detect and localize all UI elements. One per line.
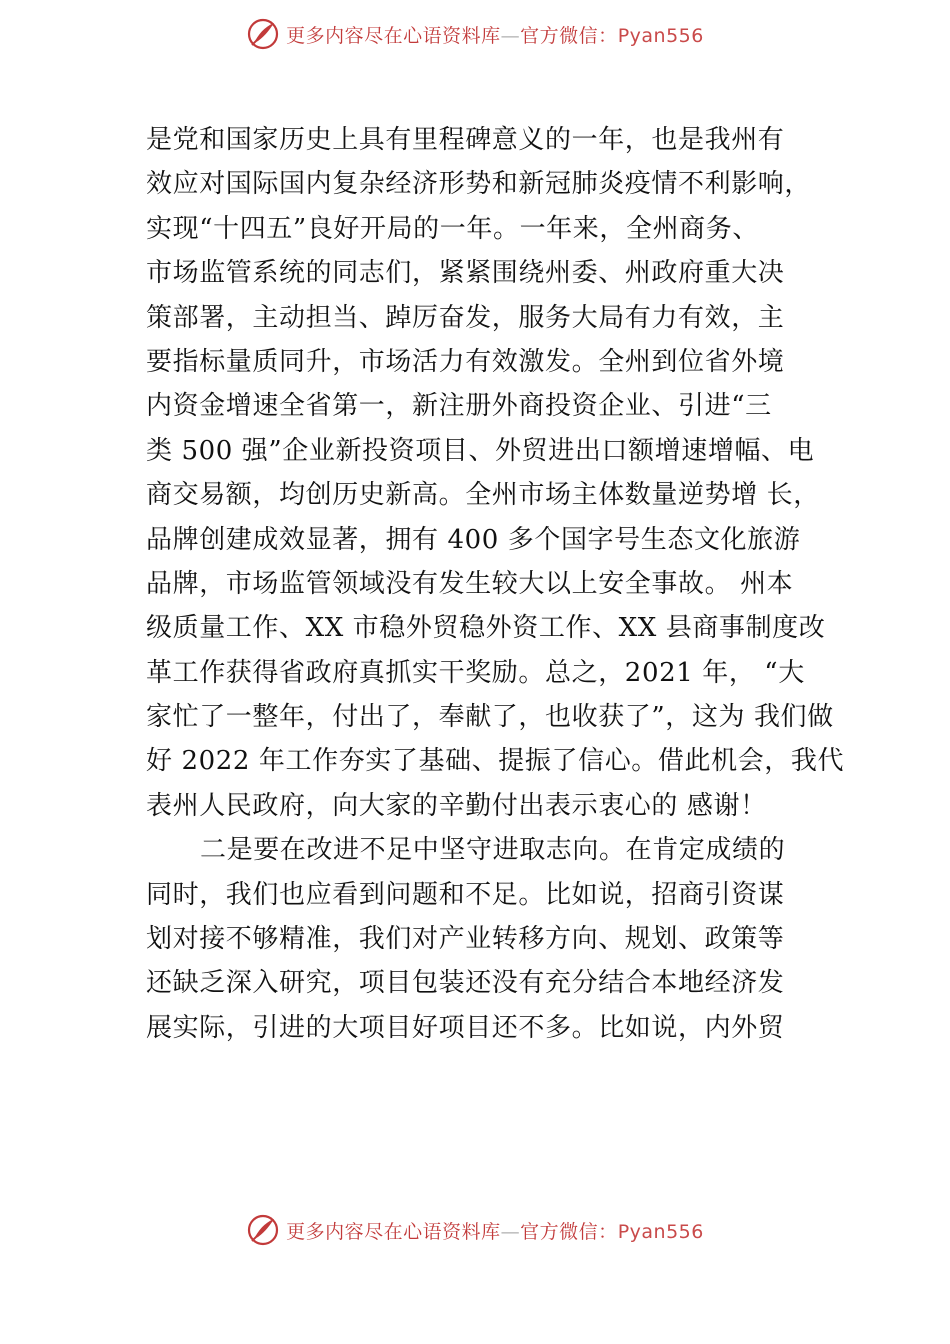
- body-line: 效应对国际国内复杂经济形势和新冠肺炎疫情不利影响，: [146, 169, 812, 200]
- footer-watermark: [0, 1210, 950, 1250]
- body-line: 实现“十四五”良好开局的一年。一年来，全州商务、: [146, 213, 759, 244]
- paragraph-start-line: 二是要在改进不足中坚守进取志向。在肯定成绩的: [200, 835, 786, 866]
- body-line: 市场监管系统的同志们，紧紧围绕州委、州政府重大决: [146, 258, 785, 289]
- body-line: 表州人民政府，向大家的辛勤付出表示衷心的 感谢！: [146, 790, 767, 821]
- body-line: 内资金增速全省第一，新注册外商投资企业、引进“三: [146, 391, 772, 422]
- body-line: 革工作获得省政府真抓实干奖励。总之，2021 年， “大: [146, 657, 805, 688]
- body-line: 策部署，主动担当、踔厉奋发，服务大局有力有效，主: [146, 302, 785, 333]
- body-line: 商交易额，均创历史新高。全州市场主体数量逆势增 长，: [146, 480, 820, 511]
- body-line: 家忙了一整年，付出了，奉献了，也收获了”，这为 我们做: [146, 702, 834, 733]
- banner-main-text: 更多内容尽在心语资料库: [286, 24, 501, 47]
- quill-logo-icon: [246, 1213, 280, 1247]
- body-line: 同时，我们也应看到问题和不足。比如说，招商引资谋: [146, 879, 785, 910]
- body-line: 是党和国家历史上具有里程碑意义的一年，也是我州有: [146, 125, 785, 155]
- banner-channel-text: 官方微信：: [520, 1220, 618, 1243]
- banner-channel-text: 官方微信：: [520, 24, 618, 47]
- banner-account-text: Pyan556: [617, 24, 704, 47]
- body-line: 划对接不够精准，我们对产业转移方向、规划、政策等: [146, 924, 785, 955]
- body-line: 类 500 强”企业新投资项目、外贸进出口额增速增幅、电: [146, 435, 815, 466]
- body-line: 展实际，引进的大项目好项目还不多。比如说，内外贸: [146, 1012, 785, 1043]
- body-line: 还缺乏深入研究，项目包装还没有充分结合本地经济发: [146, 968, 785, 999]
- document-body: [146, 118, 845, 1050]
- header-watermark: [0, 14, 950, 54]
- body-line: 级质量工作、XX 市稳外贸稳外资工作、XX 县商事制度改: [146, 613, 826, 644]
- banner-account-text: Pyan556: [617, 1220, 704, 1243]
- body-line: 品牌创建成效显著，拥有 400 多个国字号生态文化旅游: [146, 524, 801, 555]
- body-line: 要指标量质同升，市场活力有效激发。全州到位省外境: [146, 346, 785, 377]
- body-line: 好 2022 年工作夯实了基础、提振了信心。借此机会，我代: [146, 746, 845, 777]
- quill-logo-icon: [246, 17, 280, 51]
- body-line: 品牌，市场监管领域没有发生较大以上安全事故。 州本: [146, 568, 794, 599]
- banner-separator: —: [500, 24, 521, 47]
- banner-separator: —: [500, 1220, 521, 1243]
- banner-main-text: 更多内容尽在心语资料库: [286, 1220, 501, 1243]
